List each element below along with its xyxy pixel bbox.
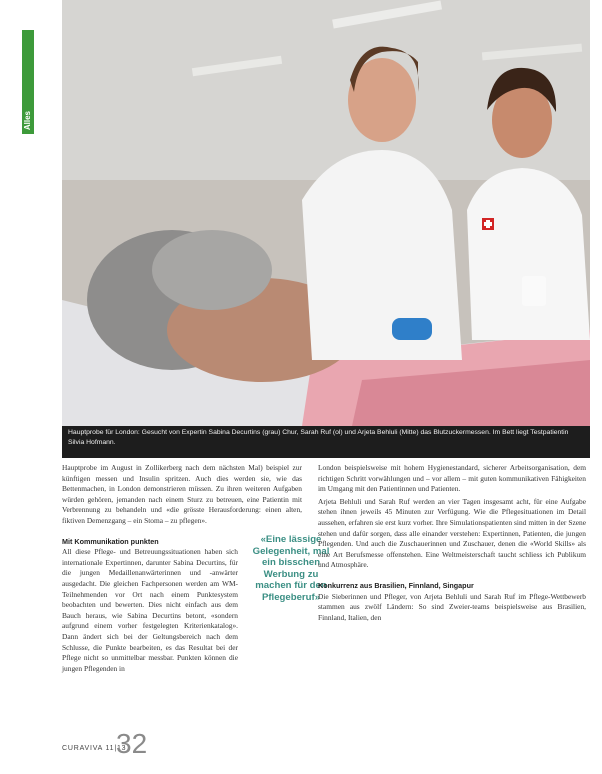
- article-photo: [62, 0, 590, 426]
- column-1-heading: Mit Kommunikation punkten: [62, 536, 159, 546]
- column-2-paragraph: Arjeta Behluli und Sarah Ruf werden an vier Tagen insgesamt acht, für eine Aufgabe stehen ihnen jeweils 45 Minuten zur Verfügung. Wie die Pflegesituationen im Detail aussehen, erfahren sie erst kurz vorher. Ihre Simulationspatienten sind mitten in der Szene stehen und dafür sorgen, dass alle einander verstehen: Expertinnen, Patienten, die jungen Pflegenden. Und auch die Zuschauerinnen und Zuschauer, denen die «World Skills» als eine Art Berufsmesse offenstehen. Eine Weltmeisterschaft taucht schliess ich Publikum und Atmosphäre.: [318, 496, 586, 570]
- section-tab-label: Alles: [23, 110, 32, 130]
- column-1-body: All diese Pflege- und Betreuungssituationen haben sich internationale Expertinnen, darunter Sabina Decurtins, für die jungen Medaillenanwärterinnen und -anwärter ausgedacht. Die gleichen Fachpersonen werden am WM-Teilnehmenden vor Ort nach einem Punktesystem beobachten und bewerten. Dies nicht einfach aus dem Bauch heraus, wie Sabina Decurtins betont, «sondern aufgrund einem vorher festgelegten Kriterienkatalog». Dann ändert sich bei der Geltungsbereich nach dem Schlusse, die Punkte bearbeiten, es das Resultat bei der Pflege nicht so unmittelbar messbar. Punkten können die jungen Pflegenden in: [62, 547, 238, 673]
- photo-caption: Hauptprobe für London: Gesucht von Expertin Sabina Decurtins (grau) Chur, Sarah Ruf (ol) und Arjeta Behluli (Mitte) das Blutzuckermessen. Im Bett liegt Testpatientin Silvia Hofmann.: [68, 429, 569, 446]
- photo-caption-bar: [62, 426, 590, 458]
- column-2-intro: London beispielsweise mit hohem Hygienestandard, sicherer Arbeitsorganisation, dem richtigen Schritt vorwählungen und – vor allem – mit guten kommunikativen Fähigkeiten im Umgang mit den Patientinnen und Patienten.: [318, 463, 586, 494]
- column-1-intro: Hauptprobe im August in Zollikerberg nach dem nächsten Mal) beispiel zur künftigen messen und Insulin spritzen. Auch dies werden sie, wie das Bettenmachen, in London demonstrieren müssen. Zu ihren weiteren Aufgaben würden gehören, jemanden nach einem Sturz zu betreuen, eine Patientin mit Verbrennung zu behandeln und «die grösste Herausforderung: einen alten, fiktiven Demenzgang – ein Stoma – zu pflegen».: [62, 463, 302, 525]
- page-number: 32: [116, 728, 148, 759]
- article-column-2: [318, 463, 586, 623]
- photo-illustration: [62, 0, 590, 426]
- column-2-heading: Konkurrenz aus Brasilien, Finnland, Singapur: [318, 580, 474, 590]
- pull-quote: «Eine lässige Gelegenheit, mal ein bisschen Werbung zu machen für den Pflegeberuf»: [252, 534, 330, 603]
- column-2-body: Die Sieberinnen und Pfleger, von Arjeta Behluli und Sarah Ruf im Pflege-Wettbewerb stammen aus zwölf Ländern: So sind Zweier-teams beispielsweise aus Brasilien, Finnland, Italien, den: [318, 591, 586, 622]
- magazine-name: CURAVIVA 11|13: [62, 745, 127, 752]
- section-tab: [22, 30, 34, 134]
